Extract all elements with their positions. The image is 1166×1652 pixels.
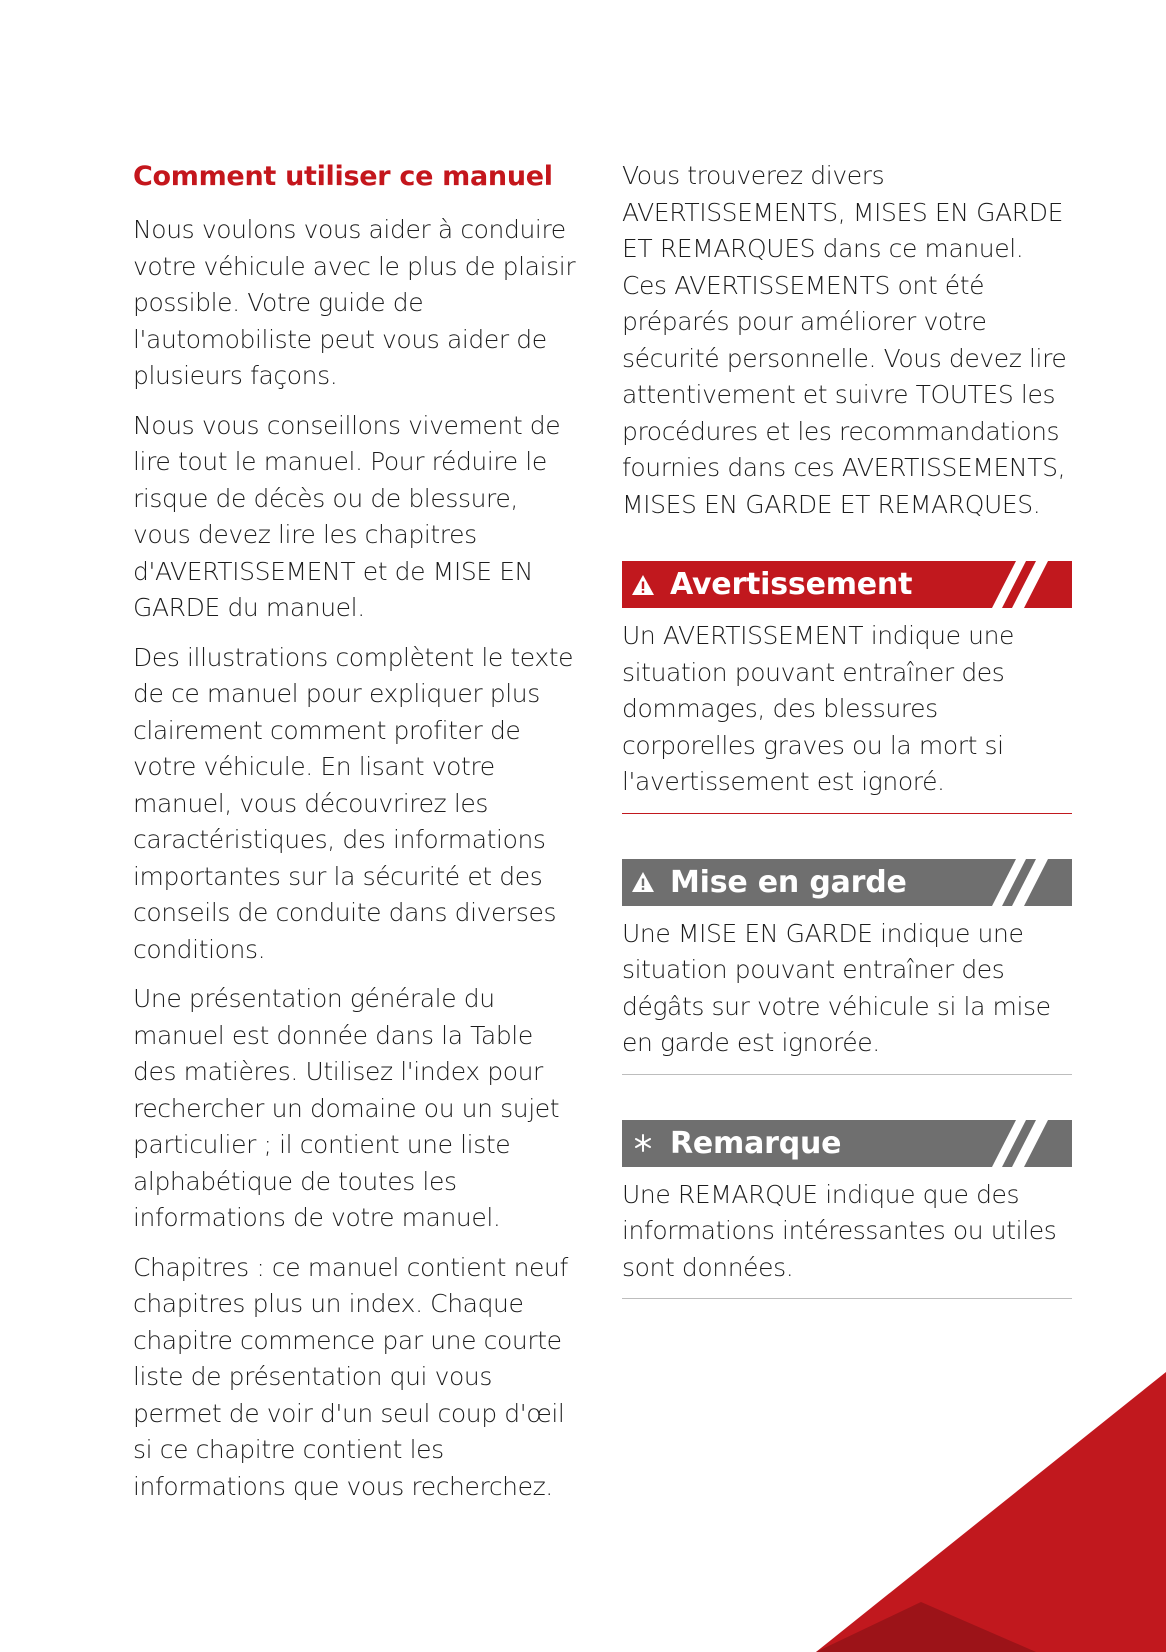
paragraph-illustrations: Des illustrations complètent le texte de ce manuel pour expliquer plus clairement comment profiter de votre véhicule. En lisant votre manuel, vous découvrirez les caractéristiques, des informations importantes sur la sécurité et des conseils de conduite dans diverses conditions. [133, 642, 574, 964]
note-title: Remarque [670, 1125, 842, 1161]
banner-stripes [992, 561, 1072, 608]
paragraph-reading-advice: Nous vous conseillons vivement de lire tout le manuel. Pour réduire le risque de décès ou de blessure, vous devez lire les chapitres d'AVERTISSEMENT et de MISE EN GARDE du manuel. [133, 410, 561, 622]
warning-triangle-icon [630, 572, 656, 598]
warning-body: Un AVERTISSEMENT indique une situation pouvant entraîner des dommages, des blessures corporelles graves ou la mort si l'avertissement est ignoré. [622, 621, 1015, 796]
left-column [133, 158, 581, 1518]
paragraph-notices-intro: Vous trouverez divers AVERTISSEMENTS, MISES EN GARDE ET REMARQUES dans ce manuel. Ces AVERTISSEMENTS ont été préparés pour améliorer votre sécurité personnelle. Vous devez lire attentivement et suivre TOUTES les procédures et les recommandations fournies dans ces AVERTISSEMENTS, MISES EN GARDE ET REMARQUES. [622, 161, 1067, 519]
warning-divider [622, 813, 1072, 814]
caution-divider [622, 1074, 1072, 1075]
warning-banner [622, 561, 1072, 608]
caution-banner [622, 859, 1072, 906]
caution-body: Une MISE EN GARDE indique une situation pouvant entraîner des dégâts sur votre véhicule si la mise en garde est ignorée. [622, 918, 1051, 1057]
warning-title: Avertissement [670, 567, 913, 602]
corner-decoration [766, 1372, 1166, 1652]
note-notice [622, 1120, 1072, 1300]
caution-notice [622, 859, 1072, 1075]
paragraph-intro: Nous voulons vous aider à conduire votre véhicule avec le plus de plaisir possible. Votre guide de l'automobiliste peut vous aider de plusieurs façons. [133, 215, 576, 390]
warning-triangle-icon [630, 869, 656, 895]
note-divider [622, 1298, 1072, 1299]
banner-stripes [992, 1120, 1072, 1167]
paragraph-table-of-contents: Une présentation générale du manuel est donnée dans la Table des matières. Utilisez l'index pour rechercher un domaine ou un sujet particulier ; il contient une liste alphabétique de toutes les informations de votre manuel. [133, 984, 560, 1232]
note-body: Une REMARQUE indique que des informations intéressantes ou utiles sont données. [622, 1179, 1057, 1282]
section-heading: Comment utiliser ce manuel [133, 161, 553, 192]
note-banner [622, 1120, 1072, 1167]
right-column [622, 158, 1072, 1299]
paragraph-chapters: Chapitres : ce manuel contient neuf chapitres plus un index. Chaque chapitre commence par une courte liste de présentation qui vous permet de voir d'un seul coup d'œil si ce chapitre contient les informations que vous recherchez. [133, 1252, 568, 1501]
warning-notice [622, 561, 1072, 814]
banner-stripes [992, 859, 1072, 906]
caution-title: Mise en garde [670, 864, 907, 900]
asterisk-icon [630, 1130, 656, 1156]
